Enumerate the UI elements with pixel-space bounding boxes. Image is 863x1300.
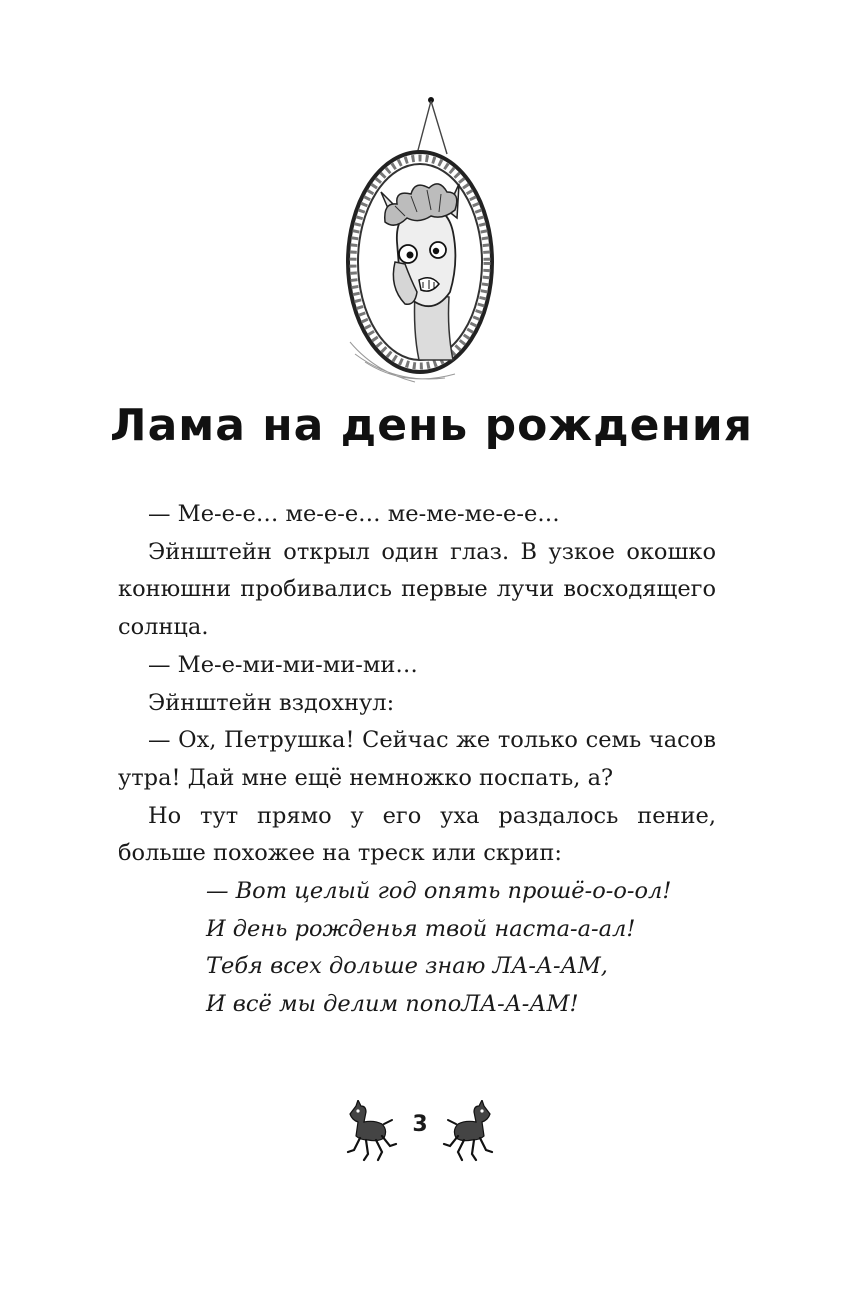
llama-portrait-icon: [335, 92, 505, 392]
paragraph: — Ох, Петрушка! Сейчас же только семь часов утра! Дай мне ещё немножко поспать, а?: [118, 727, 716, 791]
verse-line: — Вот целый год опять прошё-о-о-ол!: [206, 878, 672, 905]
dancing-llama-icon: [442, 1100, 502, 1166]
page-footer: [330, 1100, 510, 1170]
verse-line: И всё мы делим попоЛА-А-АМ!: [206, 991, 579, 1018]
chapter-text: [118, 496, 716, 1024]
paragraph: Но тут прямо у его уха раздалось пение, больше похожее на треск или скрип:: [118, 802, 716, 867]
verse-line: И день рожденья твой наста-а-ал!: [206, 915, 636, 942]
page-number: 3: [412, 1112, 428, 1137]
chapter-title: Лама на день рождения: [110, 400, 753, 451]
song-verse: [118, 873, 716, 1024]
paragraph: Эйнштейн вздохнул:: [148, 689, 395, 716]
verse-line: Тебя всех дольше знаю ЛА-А-АМ,: [206, 953, 608, 980]
paragraph: — Ме-е-е… ме-е-е… ме-ме-ме-е-е…: [148, 501, 560, 527]
paragraph: — Ме-е-ми-ми-ми-ми…: [148, 651, 418, 678]
paragraph: Эйнштейн открыл один глаз. В узкое окошко конюшни пробивались первые лучи восходящего солнца.: [118, 538, 716, 641]
